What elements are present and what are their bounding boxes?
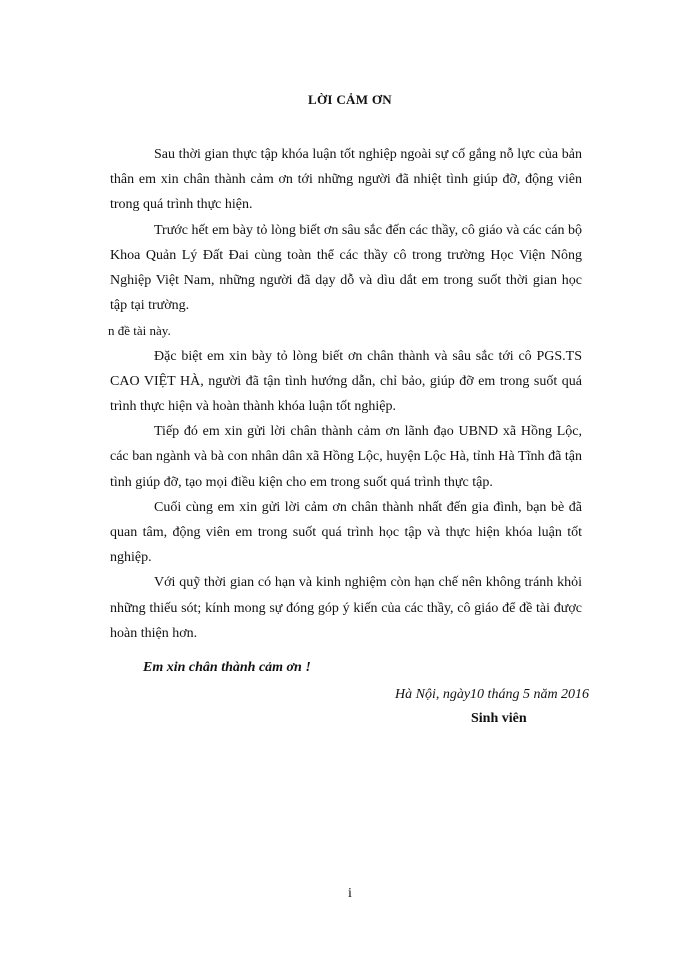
stray-line: n đề tài này. [108, 323, 171, 339]
dateline: Hà Nội, ngày10 tháng 5 năm 2016 [395, 687, 590, 702]
paragraph-2: Trước hết em bày tỏ lòng biết ơn sâu sắc đến các thầy, cô giáo và các cán bộ Khoa Quản Lý Đất Đai cùng toàn thể các thầy cô trong trường Học Viện Nông Nghiệp Việt Nam, những người đã dạy dỗ và dìu dắt em trong suốt thời gian học tập tại trường. [110, 222, 582, 314]
paragraph-4: Tiếp đó em xin gửi lời chân thành cảm ơn lãnh đạo UBND xã Hồng Lộc, các ban ngành và bà con nhân dân xã Hồng Lộc, huyện Lộc Hà, tỉnh Hà Tĩnh đã tận tình giúp đỡ, tạo mọi điều kiện cho em trong suốt quá trình thực tập. [110, 424, 582, 490]
closing-line: Em xin chân thành cảm ơn ! [143, 660, 311, 675]
signer: Sinh viên [471, 711, 527, 726]
paragraph-1: Sau thời gian thực tập khóa luận tốt nghiệp ngoài sự cố gắng nỗ lực của bản thân em xin chân thành cảm ơn tới những người đã nhiệt tình giúp đỡ, động viên trong quá trình thực hiện. [110, 147, 582, 213]
paragraph-5: Cuối cùng em xin gửi lời cảm ơn chân thành nhất đến gia đình, bạn bè đã quan tâm, động viên em trong suốt quá trình học tập và thực hiện khóa luận tốt nghiệp. [110, 499, 582, 566]
paragraph-6: Với quỹ thời gian có hạn và kinh nghiệm còn hạn chế nên không tránh khỏi những thiếu sót; kính mong sự đóng góp ý kiến của các thầy, cô giáo để đề tài được hoàn thiện hơn. [110, 575, 582, 641]
document-body [110, 142, 582, 646]
page-title: LỜI CẢM ƠN [308, 92, 392, 107]
page-number: i [348, 886, 352, 901]
paragraph-3: Đặc biệt em xin bày tỏ lòng biết ơn chân thành và sâu sắc tới cô PGS.TS CAO VIỆT HÀ, người đã tận tình hướng dẫn, chỉ bảo, giúp đỡ em trong suốt quá trình thực hiện và hoàn thành khóa luận tốt nghiệp. [110, 348, 582, 415]
